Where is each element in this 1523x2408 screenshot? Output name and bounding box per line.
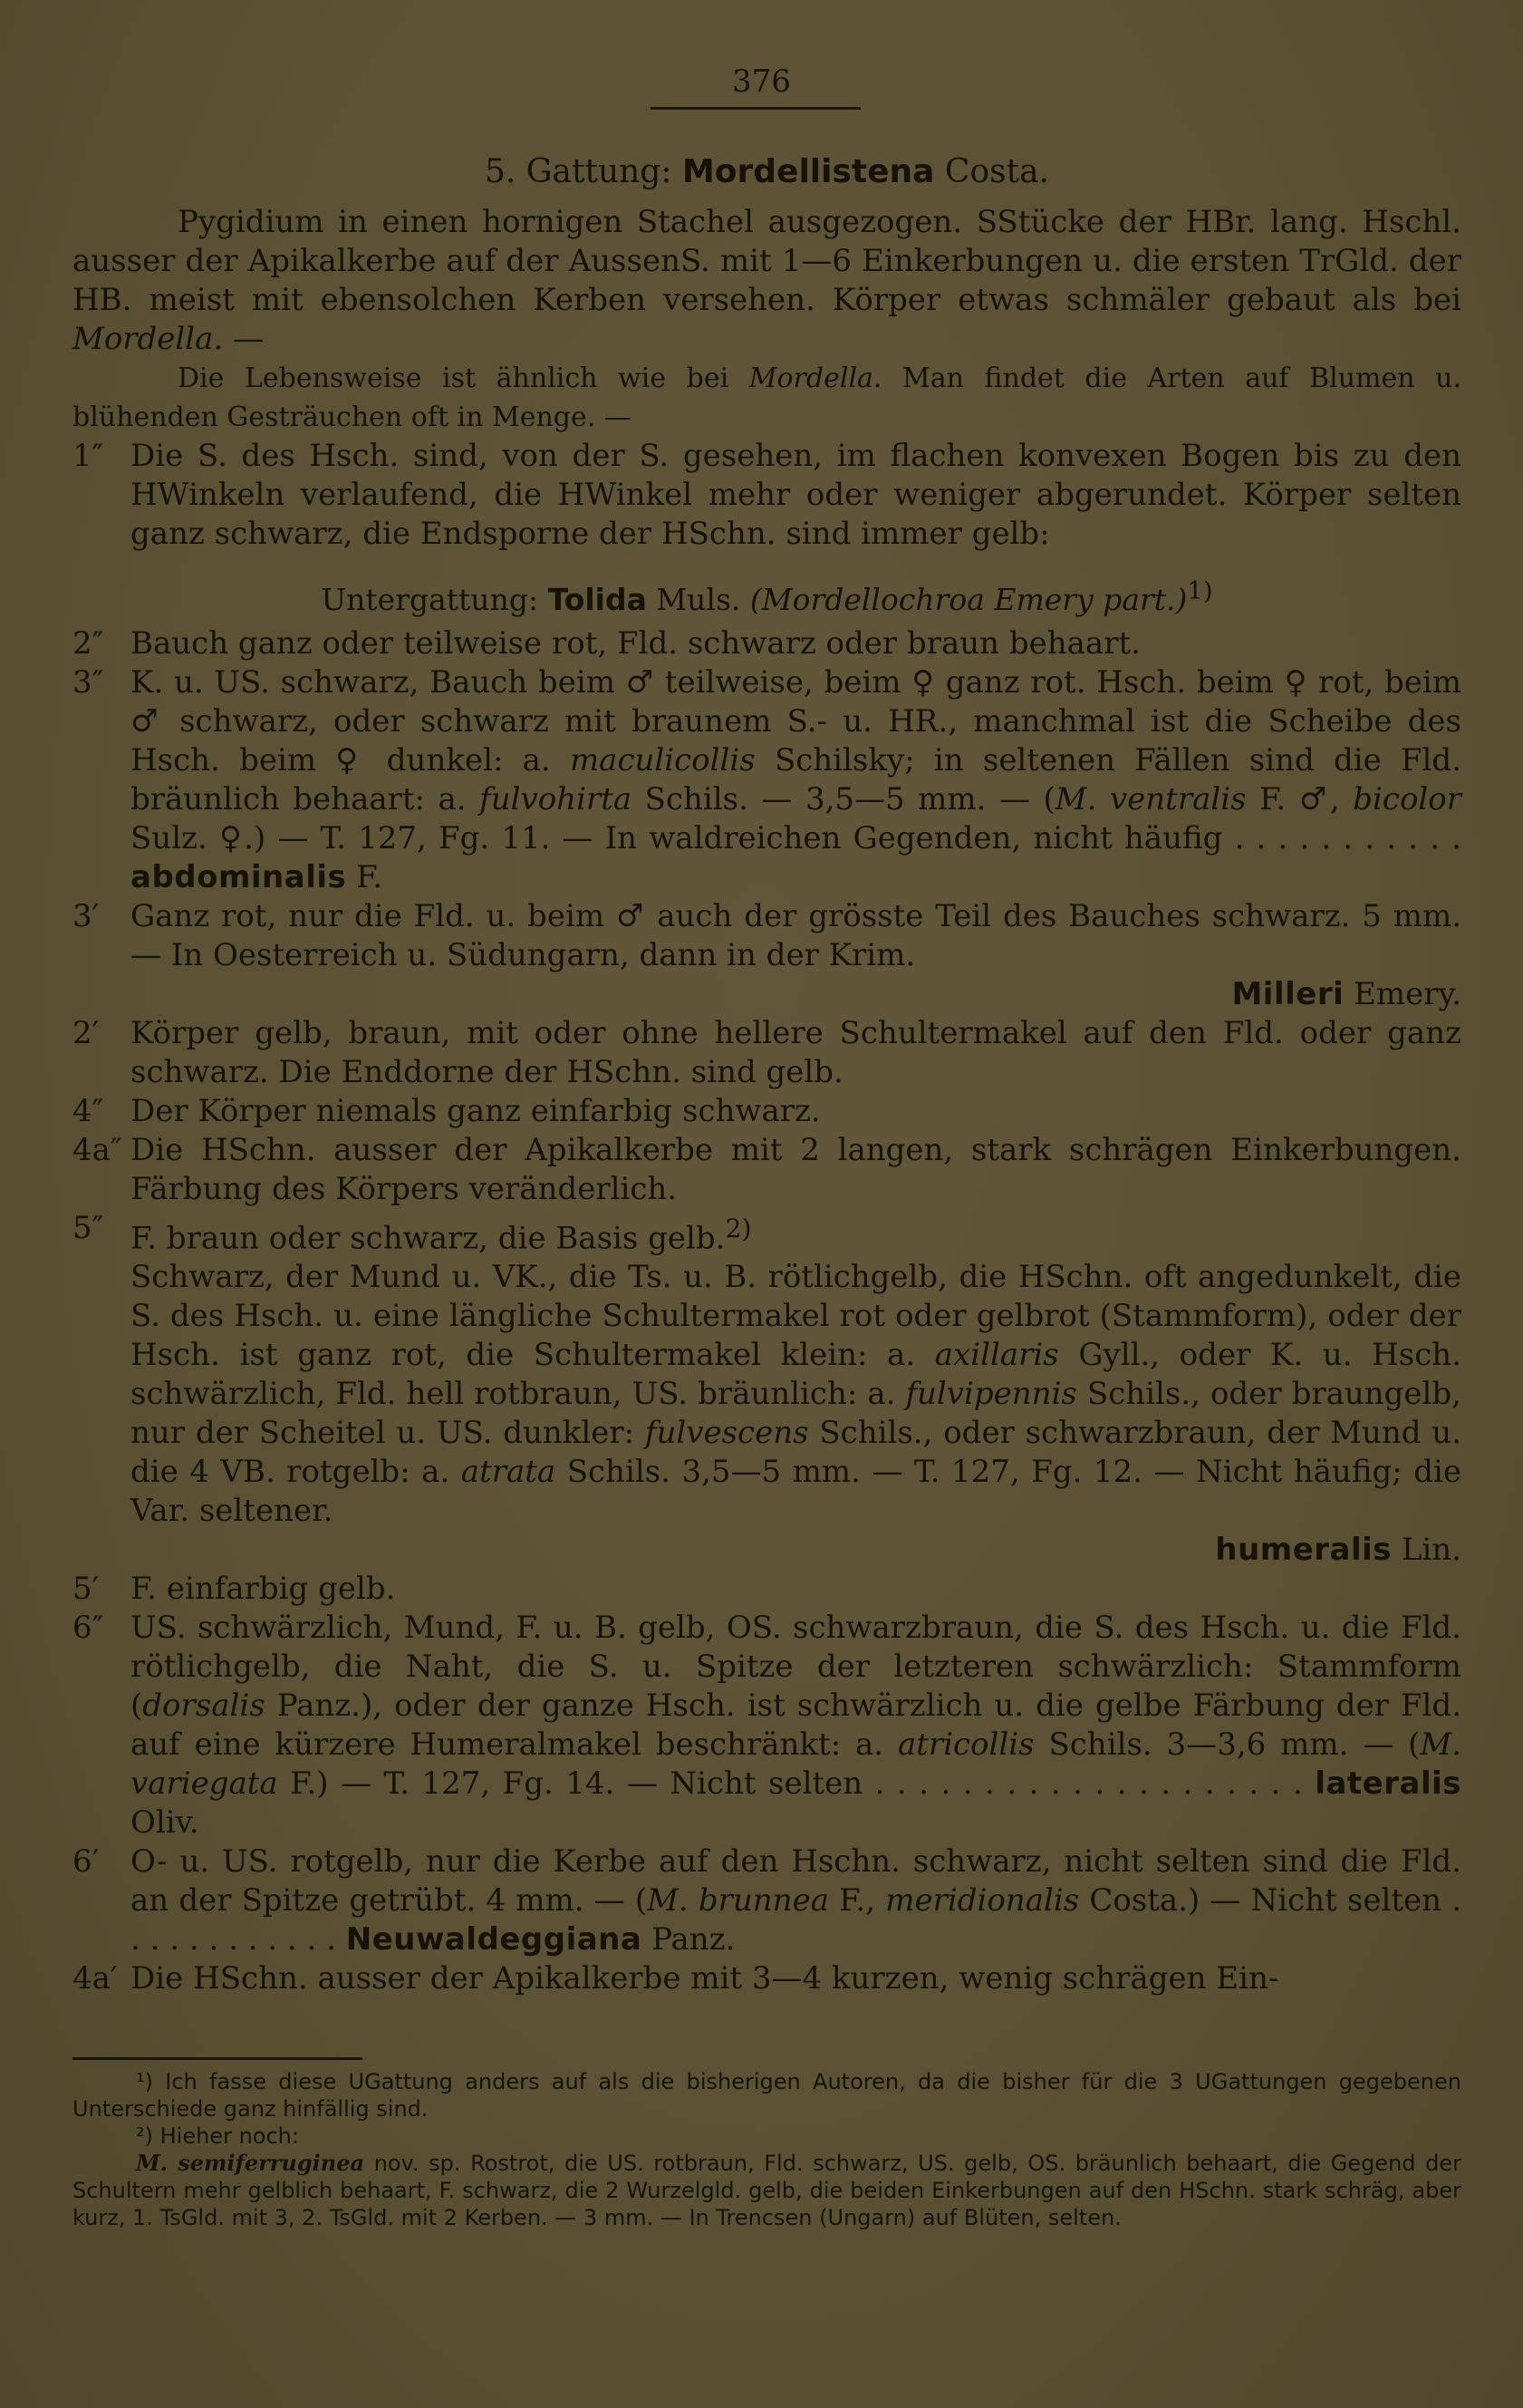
- key-couplet-6a: 6″ US. schwärzlich, Mund, F. u. B. gelb, OS. schwarzbraun, die S. des Hsch. u. die Fld. rötlichgelb, die Naht, die S. u. Spitze der letzteren schwärzlich: Stammform (dorsalis Panz.), oder der ganze Hsch. ist schwärzlich u. die gelbe Färbung der Fld. auf eine kürzere Humeralmakel beschränkt: a. atricollis Schils. 3—3,6 mm. — (M. variegata F.) — T. 127, Fg. 14. — Nicht selten . . . . . . . . . . . . . . . . . . . . lateralis Oliv.: [72, 1610, 1462, 1842]
- key-couplet-2b: 2′ Körper gelb, braun, mit oder ohne hellere Schultermakel auf den Fld. oder ganz schwarz. Die Enddorne der HSchn. sind gelb.: [72, 1015, 1461, 1090]
- key-couplet-4ab: 4a′ Die HSchn. ausser der Apikalkerbe mit 3—4 kurzen, wenig schrägen Ein-: [72, 1960, 1279, 1997]
- key-couplet-5a: 5″ F. braun oder schwarz, die Basis gelb.$^{2)}$: [72, 1210, 752, 1257]
- page-number: 376: [732, 63, 791, 100]
- main-text: [72, 147, 1461, 1998]
- key-couplet-1: 1″ Die S. des Hsch. sind, von der S. gesehen, im flachen konvexen Bogen bis zu den HWinkeln verlaufend, die HWinkel mehr oder weniger abgerundet. Körper selten ganz schwarz, die Endsporne der HSchn. sind immer gelb:: [72, 438, 1461, 552]
- key-couplet-4a: 4″ Der Körper niemals ganz einfarbig schwarz.: [72, 1093, 821, 1129]
- footnote-2-body: M. semiferruginea nov. sp. Rostrot, die US. rotbraun, Fld. schwarz, US. gelb, OS. bräunlich behaart, die Gegend der Schultern mehr gelblich behaart, F. schwarz, die 2 Wurzelgld. gelb, die beiden Einkerbungen auf den HSchn. stark schräg, aber kurz, 1. TsGld. mit 3, 2. TsGld. mit 2 Kerben. — 3 mm. — In Trencsen (Ungarn) auf Blüten, selten.: [72, 2150, 1461, 2230]
- key-couplet-3a: 3″ K. u. US. schwarz, Bauch beim ♂ teilweise, beim ♀ ganz rot. Hsch. beim ♀ rot, beim ♂ schwarz, oder schwarz mit braunem S.- u. HR., manchmal ist die Scheibe des Hsch. beim ♀ dunkel: a. maculicollis Schilsky; in seltenen Fällen sind die Fld. bräunlich behaart: a. fulvohirta Schils. — 3,5—5 mm. — (M. ventralis F. ♂, bicolor Sulz. ♀.) — T. 127, Fg. 11. — In waldreichen Gegenden, nicht häufig . . . . . . . . . . . abdominalis F.: [72, 664, 1462, 895]
- species-humeralis: humeralis: [1215, 1532, 1393, 1569]
- key-couplet-4aa: 4a″ Die HSchn. ausser der Apikalkerbe mit 2 langen, stark schrägen Einkerbungen. Färbung des Körpers veränderlich.: [72, 1132, 1461, 1207]
- footnote-1: ¹) Ich fasse diese UGattung anders auf als die bisherigen Autoren, da die bisher für die 3 UGattungen gegebenen Unterschiede ganz hinfällig sind.: [72, 2069, 1461, 2122]
- genus-prefix: 5. Gattung:: [485, 153, 672, 190]
- species-humeralis-line: humeralis Lin.: [1215, 1532, 1461, 1569]
- key-couplet-3b: 3′ Ganz rot, nur die Fld. u. beim ♂ auch der grösste Teil des Bauches schwarz. 5 mm. — In Oesterreich u. Südungarn, dann in der Krim.: [72, 898, 1461, 973]
- species-abdominalis: abdominalis: [130, 859, 347, 895]
- genus-description: Pygidium in einen hornigen Stachel ausgezogen. SStücke der HBr. lang. Hschl. ausser der Apikalkerbe auf der AussenS. mit 1—6 Einkerbungen u. die ersten TrGld. der HB. meist mit ebensolchen Kerben versehen. Körper etwas schmäler gebaut als bei Mordella. —: [72, 204, 1461, 357]
- genus-name: Mordellistena: [681, 153, 935, 190]
- species-neuwaldeggiana: Neuwaldeggiana: [345, 1921, 642, 1958]
- key-couplet-5b: 5′ F. einfarbig gelb.: [72, 1571, 396, 1608]
- key-couplet-2a: 2″ Bauch ganz oder teilweise rot, Fld. schwarz oder braun behaart.: [72, 625, 1141, 662]
- genus-author: Costa.: [944, 153, 1049, 190]
- species-milleri-line: Milleri Emery.: [1231, 976, 1461, 1012]
- humeralis-description: Schwarz, der Mund u. VK., die Ts. u. B. rötlichgelb, die HSchn. oft angedunkelt, die S. des Hsch. u. eine längliche Schultermakel rot oder gelbrot (Stammform), oder der Hsch. ist ganz rot, die Schultermakel klein: a. axillaris Gyll., oder K. u. Hsch. schwärzlich, Fld. hell rotbraun, US. bräunlich: a. fulvipennis Schils., oder braungelb, nur der Scheitel u. US. dunkler: fulvescens Schils., oder schwarzbraun, der Mund u. die 4 VB. rotgelb: a. atrata Schils. 3,5—5 mm. — T. 127, Fg. 12. — Nicht häufig; die Var. seltener.: [130, 1259, 1462, 1530]
- species-lateralis: lateralis: [1315, 1765, 1461, 1803]
- key-couplet-6b: 6′ O- u. US. rotgelb, nur die Kerbe auf den Hschn. schwarz, nicht selten sind die Fld. an der Spitze getrübt. 4 mm. — (M. brunnea F., meridionalis Costa.) — Nicht selten . . . . . . . . . . . . Neuwaldeggiana Panz.: [72, 1843, 1462, 1958]
- species-milleri: Milleri: [1231, 976, 1345, 1012]
- subgenus-heading: Untergattung: Tolida Muls. (Mordellochroa Emery part.)$^{1)}$: [321, 576, 1213, 617]
- genus-heading: [72, 147, 1461, 198]
- footnote-rule: [72, 2057, 362, 2060]
- footnote-2-head: ²) Hieher noch:: [136, 2123, 299, 2149]
- footnotes: [72, 2068, 1461, 2231]
- habitat-note: Die Lebensweise ist ähnlich wie bei Mordella. Man findet die Arten auf Blumen u. blühenden Gesträuchen oft in Menge. —: [72, 363, 1461, 433]
- page-number-rule: [651, 107, 861, 110]
